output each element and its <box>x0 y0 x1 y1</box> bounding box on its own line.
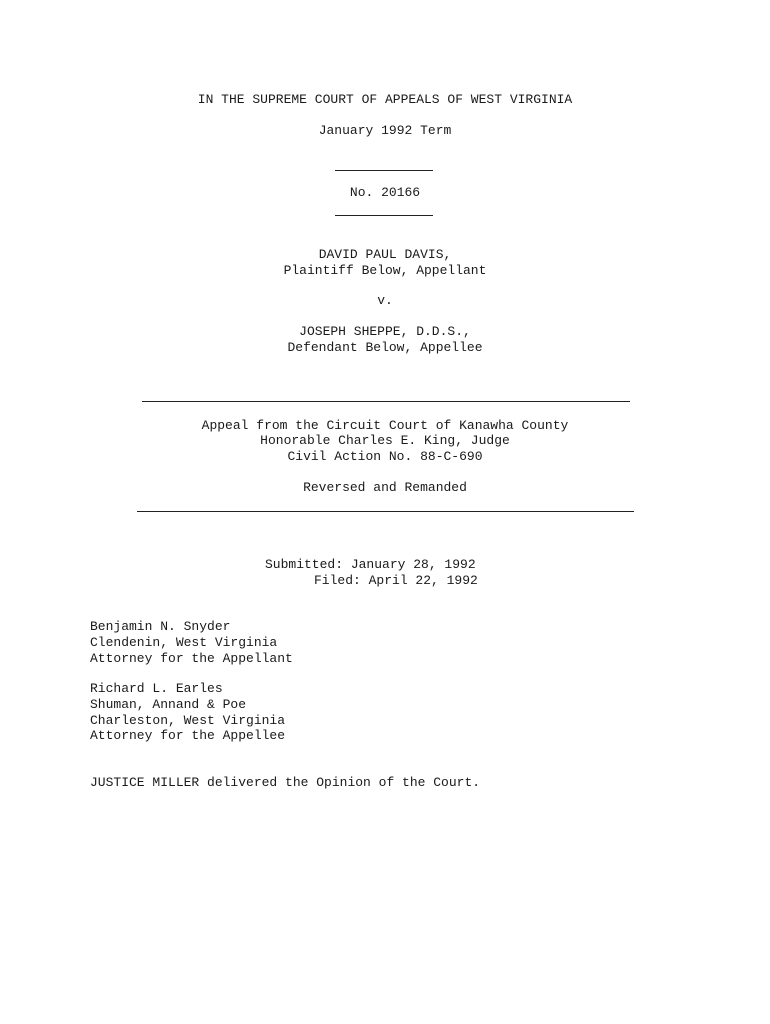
section-rule-top <box>142 401 630 402</box>
appellant-counsel-name: Benjamin N. Snyder <box>90 619 231 634</box>
appellee-counsel-location: Charleston, West Virginia <box>90 713 286 728</box>
judge: Honorable Charles E. King, Judge <box>260 433 510 448</box>
appellee-counsel-firm: Shuman, Annand & Poe <box>90 697 247 712</box>
filed-date: Filed: April 22, 1992 <box>314 573 478 588</box>
appellee-counsel-name: Richard L. Earles <box>90 681 223 696</box>
appeal-from: Appeal from the Circuit Court of Kanawha County <box>201 418 569 433</box>
opinion-line: JUSTICE MILLER delivered the Opinion of the Court. <box>90 775 481 790</box>
civil-action: Civil Action No. 88-C-690 <box>287 449 483 464</box>
appellant-name: DAVID PAUL DAVIS, <box>318 247 452 262</box>
term: January 1992 Term <box>318 123 452 138</box>
submitted-date: Submitted: January 28, 1992 <box>265 557 476 572</box>
appellant-role: Plaintiff Below, Appellant <box>283 263 487 278</box>
appellee-role: Defendant Below, Appellee <box>287 340 483 355</box>
appellee-name: JOSEPH SHEPPE, D.D.S., <box>299 324 471 339</box>
disposition: Reversed and Remanded <box>303 480 467 495</box>
case-number: No. 20166 <box>349 185 421 200</box>
section-rule-bottom <box>137 511 634 512</box>
court-heading: IN THE SUPREME COURT OF APPEALS OF WEST VIRGINIA <box>197 92 573 107</box>
appellant-counsel-location: Clendenin, West Virginia <box>90 635 278 650</box>
versus: v. <box>377 293 393 308</box>
case-number-rule-top <box>335 170 433 171</box>
case-number-rule-bottom <box>335 215 433 216</box>
appellant-counsel-role: Attorney for the Appellant <box>90 651 293 666</box>
appellee-counsel-role: Attorney for the Appellee <box>90 728 286 743</box>
